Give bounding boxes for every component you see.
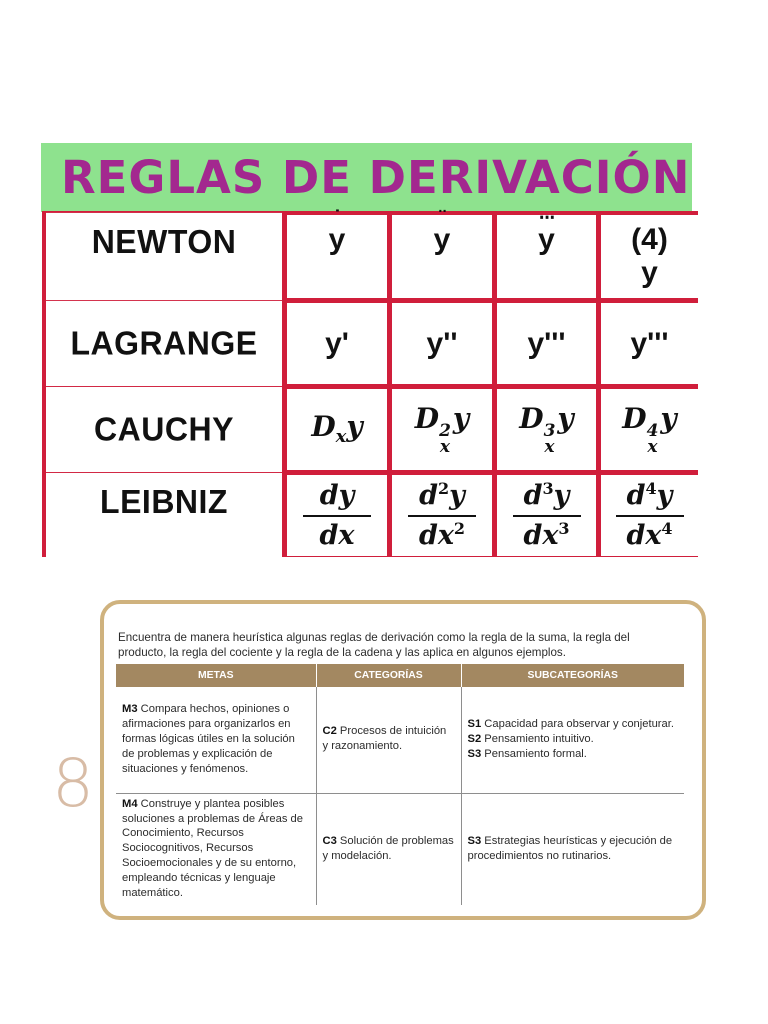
cauchy-third-derivative: D 3 x y: [497, 389, 596, 470]
notation-row-label-cauchy: CAUCHY: [46, 387, 282, 472]
cauchy-second-derivative: D 2 x y: [392, 389, 492, 470]
header-categorias: CATEGORÍAS: [316, 664, 461, 687]
cauchy-fourth-derivative: D 4 x y: [601, 389, 698, 470]
curriculum-card: [100, 600, 706, 920]
curriculum-table: [116, 664, 684, 905]
subcategory-cell: S1 Capacidad para observar y conjeturar. S2 Pensamiento intuitivo. S3 Pensamiento formal.: [461, 687, 684, 793]
notation-row-label-lagrange: LAGRANGE: [46, 301, 282, 386]
leibniz-first-derivative: $\frac{dy}{dx}$: [287, 475, 387, 556]
lagrange-second-derivative: y'': [392, 303, 492, 384]
leibniz-fourth-derivative: $\frac{d^4y}{dx^4}$: [601, 475, 698, 556]
page-title: REGLAS DE DERIVACIÓN: [61, 151, 691, 204]
newton-first-derivative: ˙ y: [287, 215, 387, 298]
leibniz-third-derivative: $\frac{d^3y}{dx^3}$: [497, 475, 596, 556]
learning-objective: Encuentra de manera heurística algunas reglas de derivación como la regla de la suma, la regla del producto, la regla del cociente y la regla de la cadena y las aplica en algunos ejemplos.: [118, 631, 630, 660]
notation-row-label-newton: NEWTON: [46, 213, 282, 300]
lagrange-first-derivative: y': [287, 303, 387, 384]
lagrange-third-derivative: y''': [497, 303, 596, 384]
curriculum-header-row: [116, 664, 684, 687]
leibniz-second-derivative: $\frac{d^2y}{dx^2}$: [392, 475, 492, 556]
meta-cell: M3 Compara hechos, opiniones o afirmaciones para organizarlos en formas lógicas útiles en la solución de problemas y explicación de situaciones y fenómenos.: [116, 687, 316, 793]
header-metas: METAS: [116, 664, 316, 687]
cauchy-first-derivative: $D_xy$: [287, 389, 387, 470]
category-cell: C2 Procesos de intuición y razonamiento.: [316, 687, 461, 793]
page-number: 8: [52, 745, 94, 822]
meta-cell: M4 Construye y plantea posibles soluciones a problemas de Áreas de Conocimiento, Recursos Sociocognitivos, Recursos Socioemocionales y de su entorno, empleando técnicas y lenguaje matemático.: [116, 793, 316, 905]
newton-third-derivative: ⋅⋅⋅ y: [497, 215, 596, 298]
subcategory-cell: S3 Estrategias heurísticas y ejecución de procedimientos no rutinarios.: [467, 834, 673, 862]
newton-fourth-derivative: (4) y: [601, 215, 698, 298]
table-row: [116, 687, 684, 793]
header-subcategorias: SUBCATEGORÍAS: [461, 664, 684, 687]
notation-row-label-leibniz: LEIBNIZ: [46, 473, 282, 558]
notation-table: [42, 207, 698, 557]
lagrange-fourth-derivative: y''': [601, 303, 698, 384]
table-row: [116, 793, 684, 905]
newton-second-derivative: ¨ y: [392, 215, 492, 298]
title-banner: [41, 143, 692, 212]
category-cell: C3 Solución de problemas y modelación.: [316, 793, 461, 905]
